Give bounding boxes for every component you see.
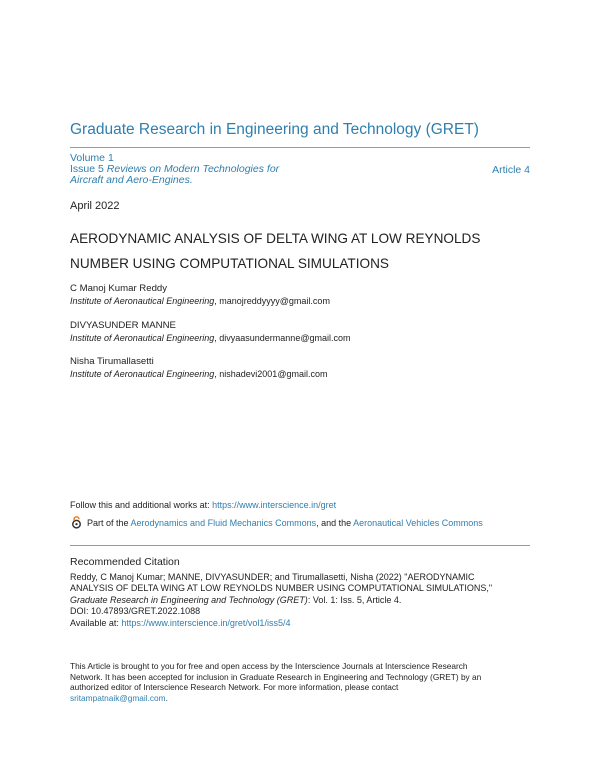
author-name: C Manoj Kumar Reddy	[70, 283, 168, 294]
title-line-1: AERODYNAMIC ANALYSIS OF DELTA WING AT LOW REYNOLDS	[70, 231, 481, 246]
author-email: , nishadevi2001@gmail.com	[214, 369, 328, 379]
available-url-link[interactable]: https://www.interscience.in/gret/vol1/iss5/4	[121, 617, 291, 628]
citation-doi: DOI: 10.47893/GRET.2022.1088	[70, 606, 201, 617]
part-of-line	[70, 516, 483, 529]
citation-divider	[70, 545, 530, 546]
volume-link[interactable]: Volume 1	[70, 152, 114, 164]
article-title	[70, 226, 540, 276]
journal-title[interactable]: Graduate Research in Engineering and Technology (GRET)	[70, 121, 479, 138]
author-email: , divyaasundermanne@gmail.com	[214, 333, 351, 343]
part-of-middle: , and the	[316, 517, 354, 528]
volume-issue-block	[70, 153, 279, 186]
author-1	[70, 283, 330, 307]
follow-line	[70, 499, 336, 511]
issue-name-1[interactable]: Reviews on Modern Technologies for	[106, 163, 280, 175]
publication-date: April 2022	[70, 200, 120, 212]
open-access-icon	[70, 516, 83, 529]
citation-volume: : Vol. 1: Iss. 5, Article 4.	[307, 594, 402, 605]
article-number-link[interactable]: Article 4	[492, 164, 530, 176]
author-2	[70, 320, 350, 344]
citation-line-2: ANALYSIS OF DELTA WING AT LOW REYNOLDS NUMBER USING COMPUTATIONAL SIMULATIONS,"	[70, 583, 493, 594]
citation-journal: Graduate Research in Engineering and Technology (GRET)	[70, 594, 308, 605]
author-email: , manojreddyyyy@gmail.com	[214, 296, 330, 306]
available-prefix: Available at:	[70, 617, 122, 628]
contact-email-link[interactable]: sritampatnaik@gmail.com	[70, 692, 166, 703]
issue-prefix[interactable]: Issue 5	[70, 163, 107, 175]
follow-prefix: Follow this and additional works at:	[70, 500, 213, 510]
notice-line-2: Network. It has been accepted for inclusion in Graduate Research in Engineering and Technology (GRET) by an	[70, 671, 482, 682]
notice-line-3: authorized editor of Interscience Research Network. For more information, please contact	[70, 682, 399, 693]
author-name: Nisha Tirumallasetti	[70, 356, 154, 367]
aeronautical-vehicles-commons-link[interactable]: Aeronautical Vehicles Commons	[353, 517, 483, 528]
author-affiliation: Institute of Aeronautical Engineering	[70, 296, 215, 306]
issue-name-2[interactable]: Aircraft and Aero-Engines.	[70, 174, 193, 186]
citation-text	[70, 572, 540, 629]
author-3	[70, 356, 327, 380]
aerodynamics-commons-link[interactable]: Aerodynamics and Fluid Mechanics Commons	[130, 517, 317, 528]
citation-line-1: Reddy, C Manoj Kumar; MANNE, DIVYASUNDER; and Tirumallasetti, Nisha (2022) "AERODYNAMIC	[70, 572, 475, 582]
notice-line-1: This Article is brought to you for free and open access by the Interscience Journals at Interscience Research	[70, 661, 468, 671]
header-divider	[70, 147, 530, 148]
access-notice	[70, 661, 540, 703]
follow-url-link[interactable]: https://www.interscience.in/gret	[212, 500, 337, 510]
recommended-citation-heading: Recommended Citation	[70, 556, 180, 568]
author-affiliation: Institute of Aeronautical Engineering	[70, 369, 215, 379]
part-of-prefix: Part of the	[87, 517, 131, 528]
author-name: DIVYASUNDER MANNE	[70, 320, 176, 331]
author-affiliation: Institute of Aeronautical Engineering	[70, 333, 215, 343]
notice-end: .	[165, 692, 168, 703]
title-line-2: NUMBER USING COMPUTATIONAL SIMULATIONS	[70, 256, 389, 271]
